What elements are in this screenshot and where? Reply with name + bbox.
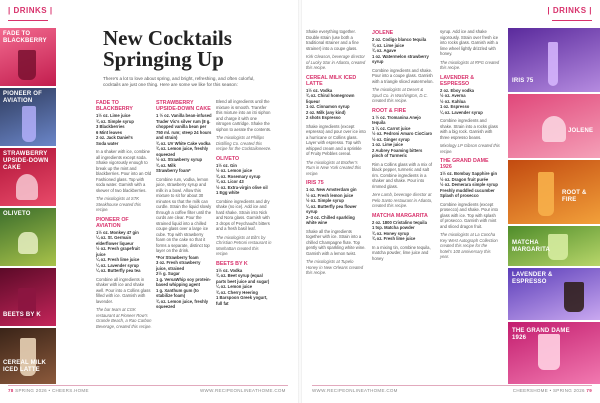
recipe-directions: Shake ingredients (except espresso) and pour over ice into a hurricane or Collins glass. Layer with espresso. Top with whipped cream and a sprinkle of Fruity Pebbles cereal. — [306, 123, 366, 156]
footer-left-text: SPRING 2026 • CHEERS.HOME — [15, 388, 89, 393]
photo-label: BEETS BY K — [3, 312, 41, 318]
photo-the-grand-dame-1926 — [508, 322, 600, 384]
recipe-directions: Blend all ingredients until the mixture is smooth. Transfer this mixture into an iSi siphon and charge it with one nitrogen cartridge. Shake the siphon to aerate the contents. — [216, 99, 272, 132]
recipe-credit: The mixologists at Phillips Distilling Co. created this recipe for the Cocktailoneeze. — [216, 135, 272, 151]
page-number-right: 79 — [586, 388, 592, 393]
recipe-name: ROOT & FIRE — [372, 107, 407, 114]
photo-label: CEREAL MILK ICED LATTE — [3, 360, 47, 373]
footer-left — [8, 388, 89, 393]
recipe-name: MATCHA MARGARITA — [372, 212, 428, 219]
photo-label: MATCHA MARGARITA — [512, 240, 551, 253]
recipe-name: LAVENDER & ESPRESSO — [440, 74, 475, 87]
recipe-name: PIONEER OF AVIATION — [96, 216, 129, 229]
photo-cereal-milk-iced-latte — [0, 328, 56, 384]
recipe-ingredients: 2 oz. 1800 Cristalino tequila 1 tsp. Matcha powder ¾ oz. Honey syrup ¾ oz. Fresh lime juice — [372, 219, 427, 241]
recipe-credit: The mixologists at Desert & Spud Co. in Washington, D.C. created this recipe. — [372, 87, 428, 103]
recipe-ingredients: 1½ oz. Bombay Sapphire gin ½ oz. Dragon fruit purée ½ oz. Demerara simple syrup Freshly muddled cucumber Splash of prosecco — [440, 171, 498, 198]
photo-oliveto — [0, 208, 56, 266]
recipe-name: STRAWBERRY UPSIDE-DOWN CAKE — [156, 100, 211, 112]
photo-fade-to-blackberry — [0, 28, 56, 86]
page-title: New Cocktails Springing Up — [103, 26, 232, 71]
column-1 — [96, 96, 152, 329]
recipe-name: FADE TO BLACKBERRY — [96, 100, 133, 112]
column-4 — [292, 26, 366, 276]
header-rule-right — [552, 20, 592, 21]
recipe-name: IRIS 75 — [306, 180, 324, 186]
photo-strawberry-upside-down-cake — [0, 148, 56, 206]
footer-right-text: CHEERSHOME • SPRING 2026 — [512, 388, 585, 393]
recipe-credit: Jere Lamb, beverage director at Pelo Santo restaurant in Atlanta, created this recipe. — [372, 192, 433, 208]
photo-jolene — [508, 94, 600, 158]
column-5 — [372, 26, 434, 261]
recipe-directions: Combine ingredients and shake. Strain into a rocks glass with a big rock. Garnish with three espresso beans. — [440, 118, 498, 140]
photo-label: ROOT & FIRE — [562, 190, 587, 203]
recipe-name: THE GRAND DAME 1926 — [440, 158, 489, 170]
photo-label: THE GRAND DAME 1926 — [512, 328, 570, 341]
footer-url-right[interactable]: WWW.RECIPEONLINEATHOME.COM — [312, 388, 398, 393]
recipe-ingredients: 2 oz. Eboy vodka ½ oz. Averna ½ oz. Kahlua 1 oz. Espresso ¼ oz. Lavender syrup — [440, 87, 483, 115]
footer-rule-right — [312, 385, 592, 386]
recipe-credit: The mixologists at La Concha Key West Autograph Collection created this recipe for the hotel's 100 anniversary this year. — [440, 232, 498, 259]
recipe-ingredients: 1 ½ oz. Tromanina Anejo tequila 1 ¼ oz. Carrot juice ½ oz. Pedroni Amaro CioCiaro ½ oz. Ginger syrup 1 oz. Lime juice 2 Aubrey Foaming bitters pinch of Turmeric — [372, 114, 433, 158]
recipe-ingredients: 1½ oz. Gin ½ oz. Lemon juice ¾ oz. Rosemary syrup ¾ oz. Licor 43 ½ oz. Extra-virgin olive oil 1 Egg white — [216, 162, 268, 195]
recipe-directions: In a shaker with ice, combine all ingredients except soda. Shake vigorously enough to break up the mint and blackberries. Pour into an Old Fashioned glass. Top with soda water. Garnish with a skewer of two blackberries. — [96, 149, 152, 193]
recipe-ingredients: 1½ oz. Vodka ¾ oz. Chiral homegrown liqueur 1 oz. Cinnamon syrup 2 oz. Milk (any kind) 2 shots Espresso — [306, 87, 355, 120]
recipe-ingredients: 1 ½ oz. Vanilla bean-infused Trader Vic's silver rum (8 g. chopped vanilla bean per 750 ml. rum; steep 24 hours and strain) ¾ oz. UV White Cake vodka ¾ oz. Lemon juice, freshly squeezed ½ oz. Strawberry syrup ¾ oz. Milk Strawberry foam* — [156, 113, 212, 173]
page-number-left: 78 — [8, 388, 14, 393]
recipe-ingredients: 1½ oz. Monkey 47 gin ¼ oz. St. Germain elderflower liqueur ½ oz. Fresh grapefruit juice ¼ oz. Fresh lime juice ¼ oz. Lavender syrup ¼ oz. Butterfly pea tea — [96, 229, 141, 273]
recipe-directions: Combine ingredients (except prosecco) and shake. Pour into glass with ice. Top with splash of prosecco. Garnish with mint and sliced dragon fruit. — [440, 201, 498, 229]
photo-label: OLIVETO — [3, 211, 31, 217]
photo-beets-by-k — [0, 268, 56, 326]
photo-label: FADE TO BLACKBERRY — [3, 31, 47, 44]
photo-pioneer-of-aviation — [0, 88, 56, 146]
recipe-name: BEETS BY K — [216, 260, 248, 267]
footer-rule-left — [8, 385, 288, 386]
recipe-name: CEREAL MILK ICED LATTE — [306, 74, 357, 87]
column-6 — [440, 26, 500, 260]
recipe-credit: The bar team at CGK restaurant at Pioneer Row's Grande Beach, a Rao Carbon Beverage, created this recipe. — [96, 307, 152, 329]
photo-label: PIONEER OF AVIATION — [3, 91, 43, 104]
recipe-directions: Shake all the ingredients together with ice. Strain into a chilled Champagne flute. Top gently with sparkling white wine. Garnish with a lemon twist. — [306, 228, 366, 256]
intro-paragraph: There's a lot to love about spring, and bright, refreshing, and often colorful, cocktails are just one thing. Here are some we like for this season: — [103, 76, 255, 87]
recipe-directions: In a mixing tin, combine tequila, matcha powder, lime juice and honey — [372, 244, 431, 261]
photo-root-and-fire — [508, 160, 600, 224]
recipe-directions: Combine all ingredients in shaker with ice and shake well. Pour into a Collins glass filled with ice. Garnish with lavender. — [96, 276, 151, 304]
recipe-credit: The mixologists at Bib's by Christian Petroni restaurant in Manhattan created this recipe. — [216, 234, 272, 256]
recipe-directions: Shake everything together. Double strain (use both a traditional strainer and a fine strainer) into a coupe glass. — [306, 29, 359, 51]
header-rule-left — [8, 20, 48, 21]
photo-label: JOLENE — [568, 128, 594, 134]
photo-label: LAVENDER & ESPRESSO — [512, 272, 553, 285]
recipe-ingredients: 1½ oz. Lime juice ¾ oz. Simple syrup 3 Blackberries 6 Mint leaves 2 oz. Jack Daniel's Soda water — [96, 113, 134, 146]
recipe-credit: The mixologists at STK Steakhouse created this recipe. — [96, 196, 141, 212]
recipe-directions: syrup. Add ice and shake vigorously. Strain over fresh ice into rocks glass. Garnish with a lime wheel lightly drizzled with honey. — [440, 29, 499, 56]
recipe-credit: Mixology LP Gibson created this recipe. — [440, 143, 500, 154]
recipe-name: JOLENE — [372, 30, 394, 36]
footer-right — [513, 388, 592, 393]
recipe-ingredients: 1½ oz. Vodka ¾ oz. Beet syrup (equal parts beet juice and sugar) ¼ oz. Lemon juice ¾ oz. Cherry Heering 1 Barspoon Greek yogurt, full fat — [216, 267, 270, 306]
recipe-credit: The mixologists at Tupelo Honey in New Orleans created this recipe. — [306, 259, 364, 275]
recipe-credit: Kirk Gleason, beverage director of Lucky Star in Atlanta, created this recipe. — [306, 54, 366, 70]
recipe-credit: The mixologists at RPG created this recipe. — [440, 59, 500, 70]
column-3 — [216, 96, 272, 306]
photo-label: IRIS 75 — [512, 78, 534, 84]
recipe-name: OLIVETO — [216, 155, 240, 162]
recipe-directions: Combine rum, vodka, lemon juice, strawberry syrup and milk in a bowl. Allow this mixture to sit for about 30 minutes so that the milk can curdle. Strain the liquid slowly through a coffee filter until the curds are clear. Pour the strained liquid into a chilled coupe glass over a large ice cube. Top with strawberry foam on the cake so that it forms a separate, distinct top layer on the drink. — [156, 176, 212, 253]
recipe-directions: Rim a Collins glass with a mix of black pepper, turmeric and salt rim. Combine ingredients in a shaker and shake. Pour into rimmed glass. — [372, 161, 433, 189]
recipe-ingredients: 2 oz. Codigo blanco tequila ¾ oz. Lime juice ¾ oz. Agave 1 oz. Watermelon strawberry syrup — [372, 37, 429, 64]
recipe-ingredients: 1 oz. New Amsterdam gin ½ oz. Fresh lemon juice ½ oz. Simple syrup ¼ oz. Butterfly pea flower syrup 2–3 oz. Chilled sparkling white wine — [306, 187, 357, 225]
recipe-credit: The mixologists at Brother's Rum in New York created this recipe. — [306, 159, 362, 176]
photo-label: STRAWBERRY UPSIDE-DOWN CAKE — [3, 151, 49, 171]
section-header-right: | DRINKS | — [547, 6, 592, 15]
recipe-ingredients: *For Strawberry foam 3 oz. Fresh strawberry juice, strained 2½ g. Sugar 1 g. VersaWhip soy protein-based whipping agent 1 g. Xanthum gum (to stabilize foam) ¾ oz. Lemon juice, freshly squeezed — [156, 254, 211, 309]
section-header-left: | DRINKS | — [8, 6, 53, 15]
recipe-directions: Combine ingredients and shake. Pour into a coupe glass. Garnish with a triangle sliced watermelon. — [372, 67, 434, 84]
column-2 — [156, 96, 212, 310]
recipe-directions: Combine ingredients and dry shake (no ice). Add ice and hard shake. Strain into Nick and Nora glass. Garnish with 3 drops of Peychaud's bitters and a fresh basil leaf. — [216, 198, 270, 231]
photo-lavender-and-espresso — [508, 268, 600, 320]
footer-url-left[interactable]: WWW.RECIPEONLINEATHOME.COM — [200, 388, 286, 393]
photo-matcha-margarita — [508, 226, 600, 266]
photo-iris-75 — [508, 28, 600, 92]
